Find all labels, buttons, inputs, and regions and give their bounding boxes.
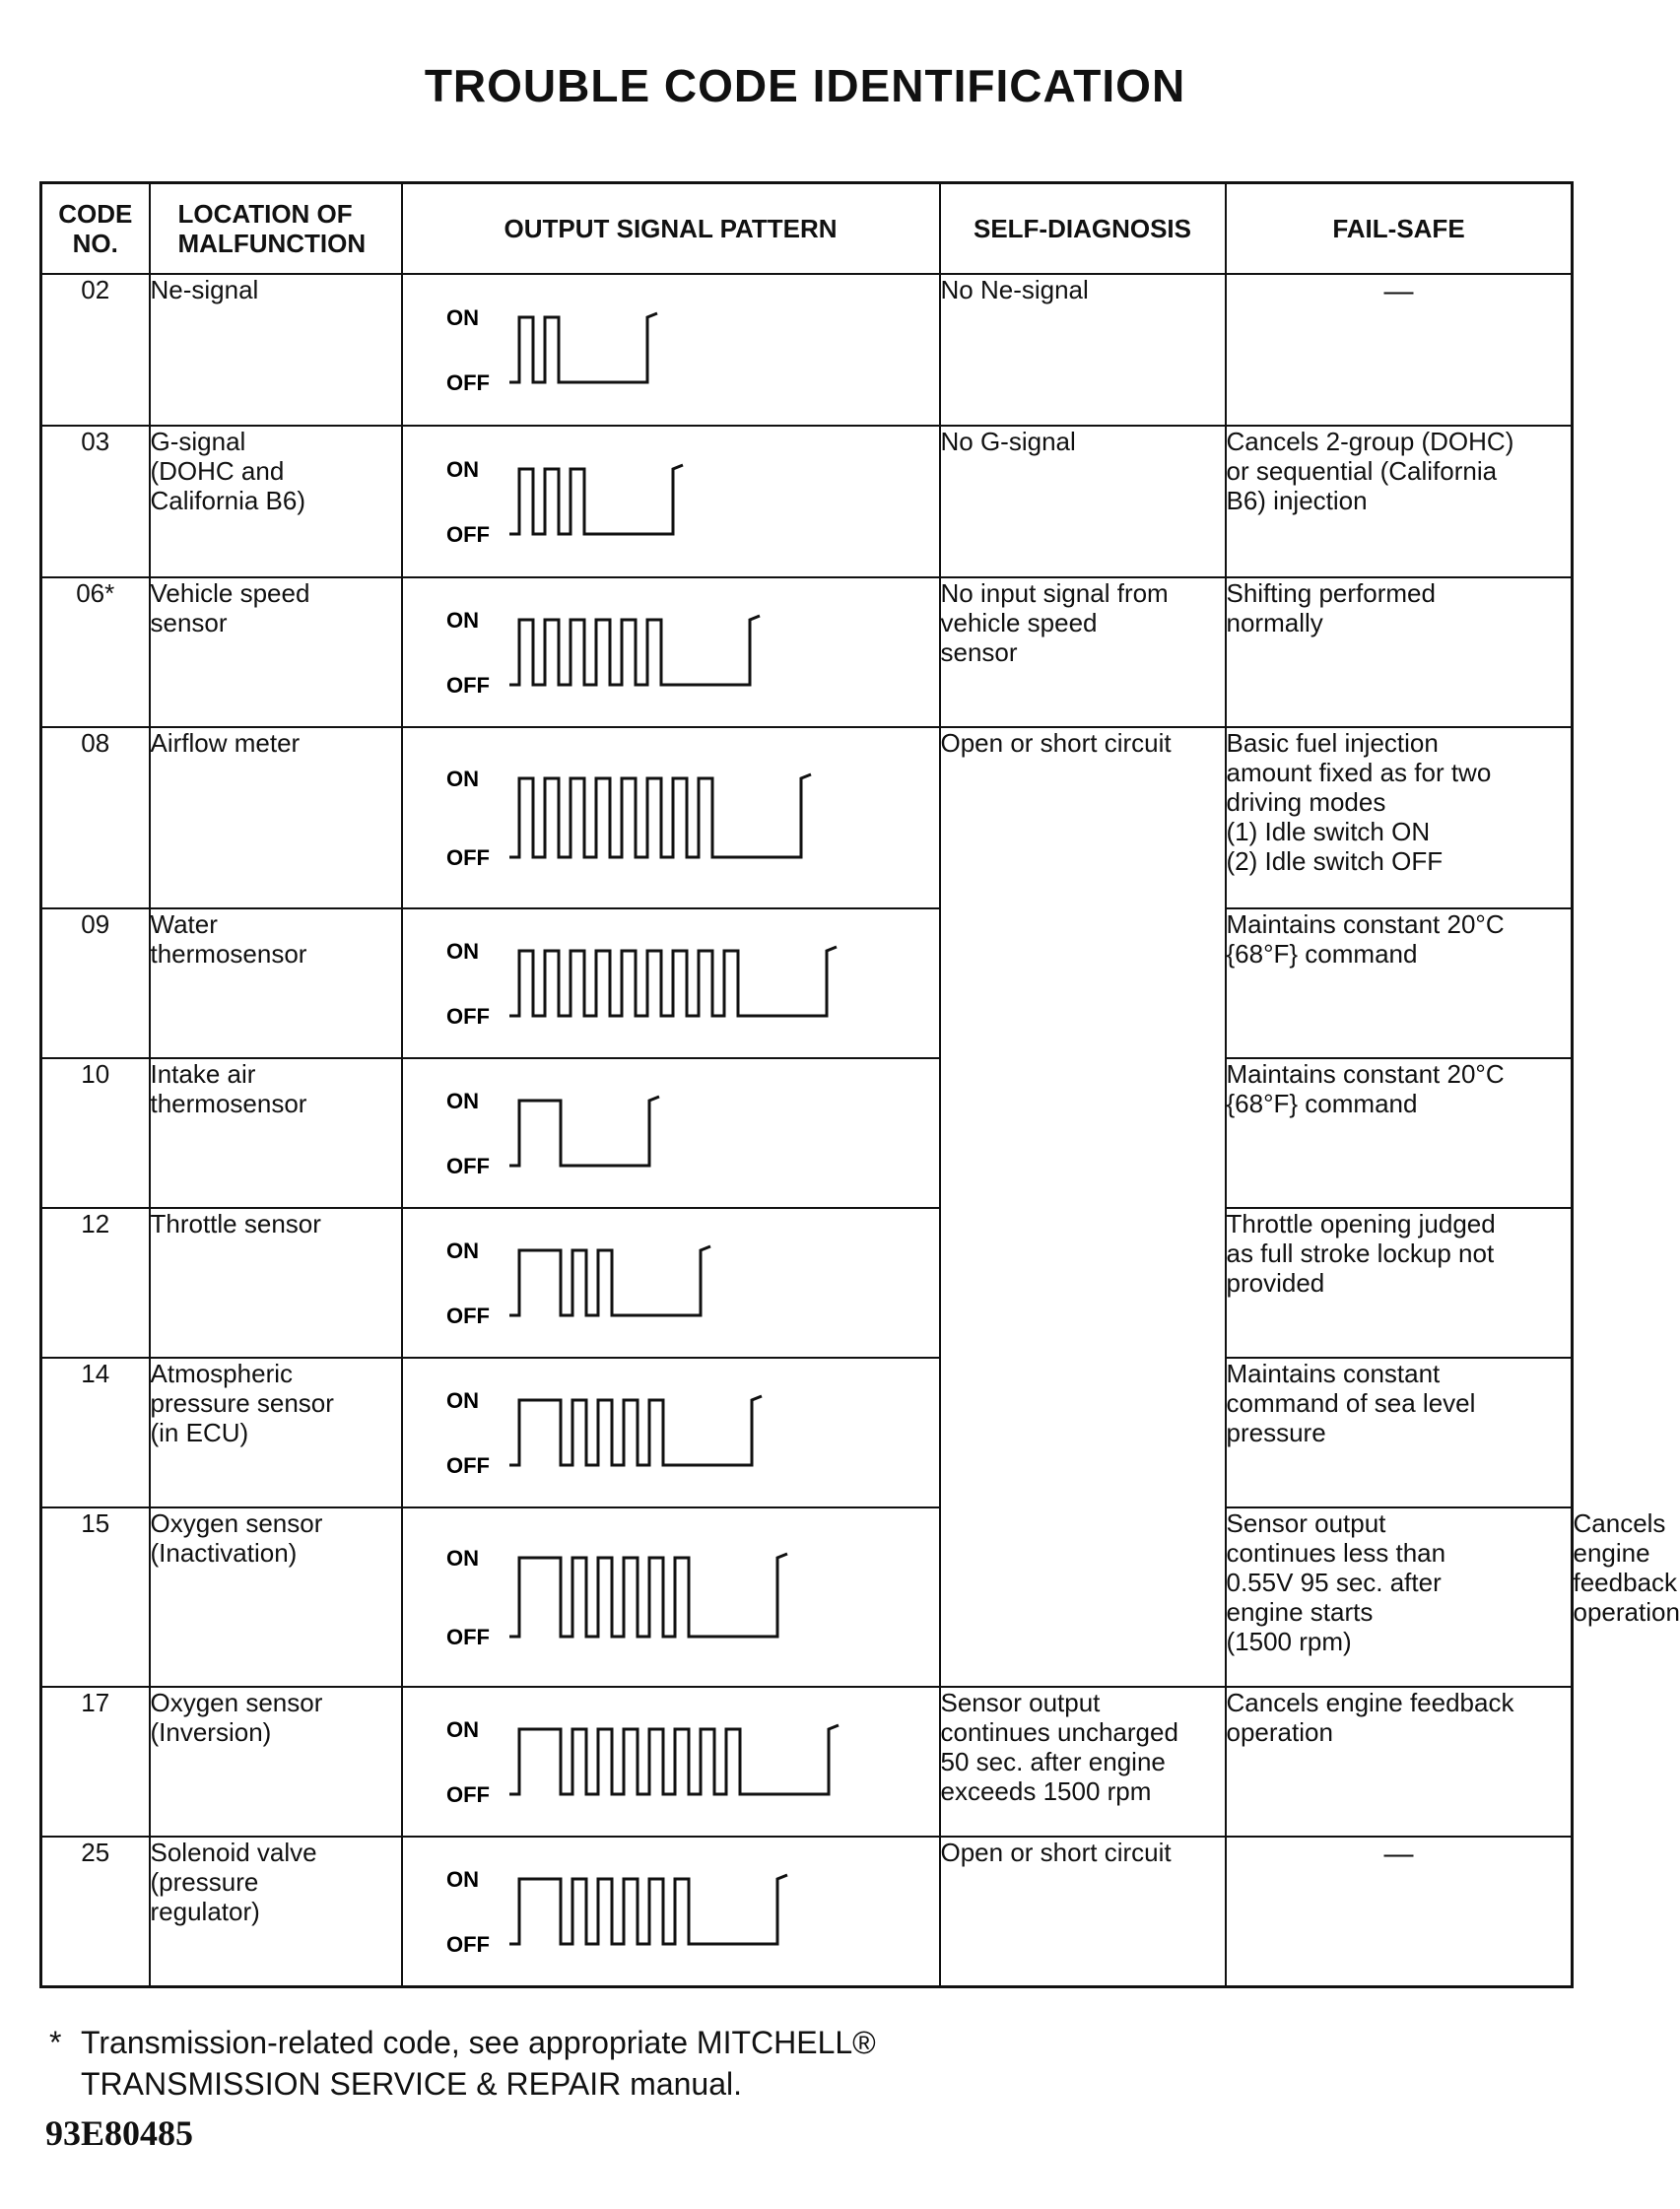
signal-pattern [403, 1359, 939, 1506]
header-code: CODE NO. [41, 183, 150, 275]
header-location: LOCATION OF MALFUNCTION [150, 183, 402, 275]
page-title: TROUBLE CODE IDENTIFICATION [424, 60, 1186, 111]
on-label: ON [445, 1388, 479, 1413]
on-label: ON [445, 305, 479, 330]
fail-safe-cell: Throttle opening judged as full stroke lockup not provided [1226, 1208, 1573, 1358]
table-row [41, 274, 1573, 426]
self-diagnosis-cell: No G-signal [940, 426, 1226, 577]
self-diagnosis-cell: Open or short circuit [940, 727, 1226, 1687]
waveform-svg [403, 1688, 939, 1836]
signal-waveform [509, 1725, 839, 1794]
off-label: OFF [445, 370, 490, 395]
signal-cell [402, 1058, 940, 1208]
footnote-text: Transmission-related code, see appropriate MITCHELL® TRANSMISSION SERVICE & REPAIR manual. [81, 2025, 876, 2102]
off-label: OFF [445, 845, 490, 870]
code-cell: 10 [41, 1058, 150, 1208]
table-row: 15 Oxygen sensor (Inactivation) ON OFF Sensor output continues less than 0.55V 95 sec. after engine starts (1500 rpm) Cancels engine feedback operation [41, 1507, 1573, 1687]
signal-pattern [403, 1688, 939, 1836]
location-cell: Vehicle speed sensor [150, 577, 402, 727]
signal-cell [402, 577, 940, 727]
signal-pattern [403, 1059, 939, 1207]
code-cell: 06* [41, 577, 150, 727]
on-label: ON [445, 1717, 479, 1742]
signal-waveform [509, 947, 837, 1016]
signal-waveform [509, 1246, 710, 1315]
signal-waveform [509, 774, 811, 857]
signal-pattern [403, 1838, 939, 1985]
signal-cell [402, 426, 940, 577]
code-cell: 14 [41, 1358, 150, 1507]
fail-safe-cell: — [1226, 274, 1573, 426]
signal-waveform [509, 1097, 659, 1166]
waveform-svg [403, 1359, 939, 1506]
signal-cell [402, 274, 940, 426]
location-cell: Throttle sensor [150, 1208, 402, 1358]
off-label: OFF [445, 1625, 490, 1649]
header-fail-safe: FAIL-SAFE [1226, 183, 1573, 275]
signal-pattern [403, 275, 939, 425]
on-label: ON [445, 1867, 479, 1892]
off-label: OFF [445, 673, 490, 698]
on-label: ON [445, 767, 479, 791]
footnote-marker: * [49, 2025, 62, 2060]
waveform-svg [403, 909, 939, 1057]
location-cell: Oxygen sensor (Inversion) [150, 1687, 402, 1837]
table-row [41, 1208, 1573, 1358]
signal-waveform [509, 1875, 787, 1944]
table-row [41, 1837, 1573, 1987]
location-cell: Solenoid valve (pressure regulator) [150, 1837, 402, 1987]
self-diagnosis-cell: No Ne-signal [940, 274, 1226, 426]
signal-waveform [509, 616, 760, 685]
fail-safe-cell: — [1226, 1837, 1573, 1987]
self-diagnosis-cell: Open or short circuit [940, 1837, 1226, 1987]
waveform-svg [403, 1059, 939, 1207]
code-cell: 17 [41, 1687, 150, 1837]
table-row [41, 426, 1573, 577]
waveform-svg [403, 1508, 939, 1686]
location-cell: Intake air thermosensor [150, 1058, 402, 1208]
signal-pattern [403, 1209, 939, 1357]
signal-waveform [509, 1554, 787, 1637]
fail-safe-cell: Maintains constant command of sea level pressure [1226, 1358, 1573, 1507]
figure-id: 93E80485 [45, 2113, 194, 2153]
signal-cell [402, 1687, 940, 1837]
location-cell: Airflow meter [150, 727, 402, 908]
fail-safe-cell: Cancels 2-group (DOHC) or sequential (California B6) injection [1226, 426, 1573, 577]
footnote [49, 2022, 876, 2105]
code-cell: 02 [41, 274, 150, 426]
fail-safe-cell: Maintains constant 20°C {68°F} command [1226, 1058, 1573, 1208]
header-self-diagnosis: SELF-DIAGNOSIS [940, 183, 1226, 275]
signal-waveform [509, 1396, 762, 1465]
self-diagnosis-cell: No input signal from vehicle speed sensor [940, 577, 1226, 727]
signal-cell [402, 727, 940, 908]
fail-safe-cell: Cancels engine feedback operation [1226, 1687, 1573, 1837]
off-label: OFF [445, 1782, 490, 1807]
location-cell: Ne-signal [150, 274, 402, 426]
header-signal: OUTPUT SIGNAL PATTERN [402, 183, 940, 275]
on-label: ON [445, 1546, 479, 1571]
self-diagnosis-cell: Sensor output continues less than 0.55V 95 sec. after engine starts (1500 rpm) [1226, 1507, 1573, 1687]
on-label: ON [445, 939, 479, 964]
signal-waveform [509, 465, 683, 534]
table-row [41, 577, 1573, 727]
on-label: ON [445, 608, 479, 633]
signal-cell [402, 1507, 940, 1687]
location-cell: Oxygen sensor (Inactivation) [150, 1507, 402, 1687]
fail-safe-cell: Maintains constant 20°C {68°F} command [1226, 908, 1573, 1058]
signal-pattern [403, 728, 939, 907]
waveform-svg [403, 275, 939, 425]
table-row [41, 727, 1573, 908]
code-cell: 08 [41, 727, 150, 908]
signal-cell [402, 908, 940, 1058]
off-label: OFF [445, 1004, 490, 1029]
code-cell: 09 [41, 908, 150, 1058]
location-cell: G-signal (DOHC and California B6) [150, 426, 402, 577]
signal-cell [402, 1837, 940, 1987]
signal-pattern [403, 427, 939, 576]
trouble-code-table [39, 181, 1680, 1988]
waveform-svg [403, 728, 939, 907]
table-row [41, 1058, 1573, 1208]
code-cell: 12 [41, 1208, 150, 1358]
on-label: ON [445, 1238, 479, 1263]
code-cell: 03 [41, 426, 150, 577]
signal-waveform [509, 313, 657, 382]
off-label: OFF [445, 1154, 490, 1178]
table-row [41, 1687, 1573, 1837]
signal-pattern [403, 1508, 939, 1686]
table-header-row [41, 183, 1573, 275]
on-label: ON [445, 1089, 479, 1113]
table-row [41, 908, 1573, 1058]
off-label: OFF [445, 1304, 490, 1328]
off-label: OFF [445, 522, 490, 547]
fail-safe-cell: Basic fuel injection amount fixed as for two driving modes (1) Idle switch ON (2) Idle switch OFF [1226, 727, 1573, 908]
waveform-svg [403, 1838, 939, 1985]
signal-cell [402, 1358, 940, 1507]
self-diagnosis-cell: Sensor output continues uncharged 50 sec. after engine exceeds 1500 rpm [940, 1687, 1226, 1837]
table-row [41, 1358, 1573, 1507]
code-cell: 25 [41, 1837, 150, 1987]
waveform-svg [403, 427, 939, 576]
code-cell: 15 [41, 1507, 150, 1687]
off-label: OFF [445, 1932, 490, 1957]
on-label: ON [445, 457, 479, 482]
waveform-svg [403, 1209, 939, 1357]
signal-pattern [403, 578, 939, 726]
signal-cell [402, 1208, 940, 1358]
location-cell: Water thermosensor [150, 908, 402, 1058]
location-cell: Atmospheric pressure sensor (in ECU) [150, 1358, 402, 1507]
signal-pattern [403, 909, 939, 1057]
waveform-svg [403, 578, 939, 726]
fail-safe-cell: Shifting performed normally [1226, 577, 1573, 727]
off-label: OFF [445, 1453, 490, 1478]
